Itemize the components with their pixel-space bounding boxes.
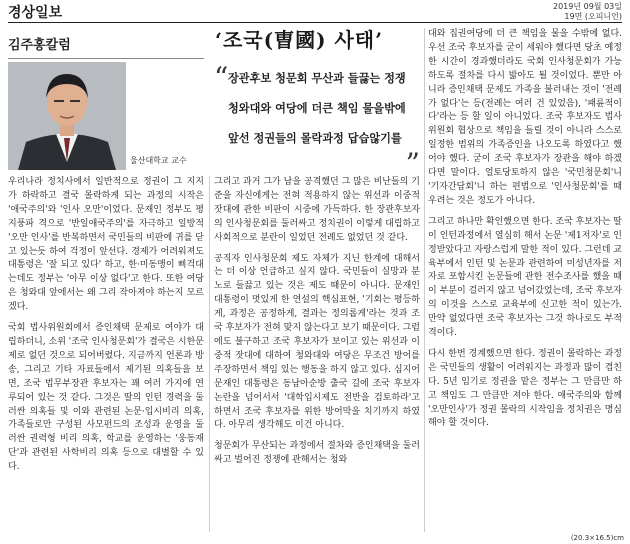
author-byline: 울산대학교 교수: [130, 156, 187, 165]
issue-date: 2019년 09월 03일: [553, 2, 622, 11]
article-column-3: [428, 28, 622, 438]
dateline: [553, 2, 622, 22]
paragraph: 공직자 인사청문회 제도 자체가 지닌 한계에 대해서는 더 이상 언급하고 싶지 않다. 국민들이 실망과 분노로 들끓고 있는 것은 제도 때문이 아니다. 문재인 대통령이 멋있게 한 연설의 핵심표현, '기회는 평등하게, 과정은 공정하게, 결과는 정의롭게'라는 것과 조국 후보자가 전혀 맞지 않는다고 보기 때문이다. 그럼에도 불구하고 조국 후보자가 보이고 있는 위선과 이중적 잣대에 대하여 청와대와 여당은 무조건 방어를 주장하면서 책임 있는 행동을 하지 않고 있다. 심지어 문재인 대통령은 동남아순방 출국 길에 조국 후보자 논란을 넘어서서 '대학입시제도 전반을 검토하라'고 하면서 조국 후보자를 위한 방어막을 치기까지 하였다. 아무리 생각해도 이건 아니다.: [214, 253, 420, 431]
close-quote-glyph: ”: [405, 147, 420, 180]
paragraph: 우리나라 정치사에서 일반적으로 정권이 그 지지가 하락하고 결국 몰락하게 되는 과정의 시작은 '애국주의'와 '인사 오만'이었다. 문재인 정부도 평지풍파 격으로 '반일애국주의'를 자극하고 일방적 '오만 인사'를 반복하면서 국민들의 비판에 귀를 닫고 있는듯 하여 걱정이 앞선다. 경제가 어려워져도 대통령은 '잘 되고 있다' 하고, 한·미동맹이 삐걱대는데도 정부는 '아무 이상 없다'고 한다. 또한 여당은 청와대 앞에서는 왜 그리 작아져야 하는지 모르겠다.: [8, 177, 204, 313]
issue-page: 19면 (오피니언): [564, 12, 622, 21]
author-photo: [8, 62, 126, 170]
column-divider: [424, 28, 425, 532]
newspaper-masthead: 경상일보: [8, 5, 63, 21]
open-quote-glyph: “: [214, 61, 229, 94]
article-column-1: [8, 176, 204, 482]
column-label: 김주홍칼럼: [8, 38, 71, 53]
top-rule: [8, 22, 622, 23]
article-column-2: [214, 176, 420, 475]
paragraph: 그리고 하나만 확인했으면 한다. 조국 후보자는 딸이 인턴과정에서 열심히 해서 논문 '제1저자'로 인정받았다고 자랑스럽게 말한 적이 있다. 그런데 교육부에서 인턴 및 논문과 관련하여 미성년자를 저자로 포함시킨 논문들에 관한 전수조사를 했을 때 이 부분이 걸러지 않고 넘어갔었는데, 조국 후보자의 이것을 스스로 교육부에 신고한 적이 있는가. 만약 없었다면 조국 후보자는 그것 하나로도 부적격이다.: [428, 216, 622, 339]
paragraph: 대와 집권여당에 더 큰 책임을 물을 수밖에 없다. 우선 조국 후보자를 굳이 세워야 했다면 당초 예정한 시간이 경과했더라도 국회 인사청문회가 가능하도록 절차를 다시 밟아도 될 것이었다. 뿐만 아니라 증인채택 문제도 가족을 불러내는 것이 '전례가 없다'는 등(전례는 여러 건 있었음), '패륜적이다'라는 등 할 일이 아니었다. 조국 후보자도 법사위원회 협상으로 책임을 들릴 것이 아니라 스스로 일정한 범위의 가족증인을 나오도록 하였다고 했어야 했다. 굳이 조국 후보자가 장관을 해야 하겠다면 말이다. 얼토당토하지 않은 '국민청문회'니 '기자간담회'니 하는 편법으로 '인사청문회'를 때우려는 것은 정도가 아니다.: [428, 29, 622, 206]
subheadline-line: 장관후보 청문회 무산과 들끓는 정쟁: [228, 72, 406, 85]
paragraph: 국회 법사위원회에서 증인채택 문제로 여야가 대립하더니, 소위 '조국 인사청문회'가 결국은 시한문제로 없던 것으로 되어버렸다. 지금까지 언론과 방송, 그리고 기타 자료들에서 제기된 의혹들을 보면, 조국 법무부장관 후보자는 꽤 여러 가지에 연루되어 있는 것 같다. 그것은 딸의 인턴 경력을 둘러싼 의혹들 및 이와 관련된 논문·입시비리 의혹, 가족들로만 구성된 사모펀드의 조성과 운영을 둘러싼 권력형 비리 의혹, 학교를 운영하는 '웅동재단'과 관련된 사학비리 의혹 등으로 대별할 수 있다.: [8, 323, 204, 473]
column-divider: [209, 176, 210, 532]
paragraph: 청문회가 무산되는 과정에서 절차와 증인채택을 둘러싸고 벌어진 정쟁에 관해서는 청와: [214, 441, 420, 466]
paragraph: 다시 한번 경계했으면 한다. 정권이 몰락하는 과정은 국민들의 생활이 어려워지는 과정과 많이 겹친다. 5년 임기로 정권을 맡은 정부는 그 만큼만 하고 책임도 그 만큼만 져야 한다. 애국주의와 함께 '오만인사'가 정권 몰락의 시작임을 정치권은 명심해야 할 것이다.: [428, 348, 622, 429]
size-note: (20.3×16.5)cm: [570, 534, 624, 542]
subheadline-line: 청와대와 여당에 더큰 책임 물을밖에: [228, 102, 406, 115]
paragraph: 그리고 과거 그가 남을 공격했던 그 많은 비난들의 기준을 자신에게는 전혀 적용하지 않는 위선과 이중적 잣대에 관한 비판이 시중에 가득하다. 한 장관후보자의 인사청문회를 둘러싸고 정치권이 이렇게 대립하고 사회적으로 분란이 일었던 전례도 없었던 것 같다.: [214, 177, 420, 243]
headline: ‘조국(曺國) 사태’: [215, 28, 384, 52]
subheadline-line: 앞선 정권들의 몰락과정 답습않기를: [228, 132, 402, 145]
label-rule: [8, 58, 204, 59]
subheadline-box: [214, 61, 420, 180]
